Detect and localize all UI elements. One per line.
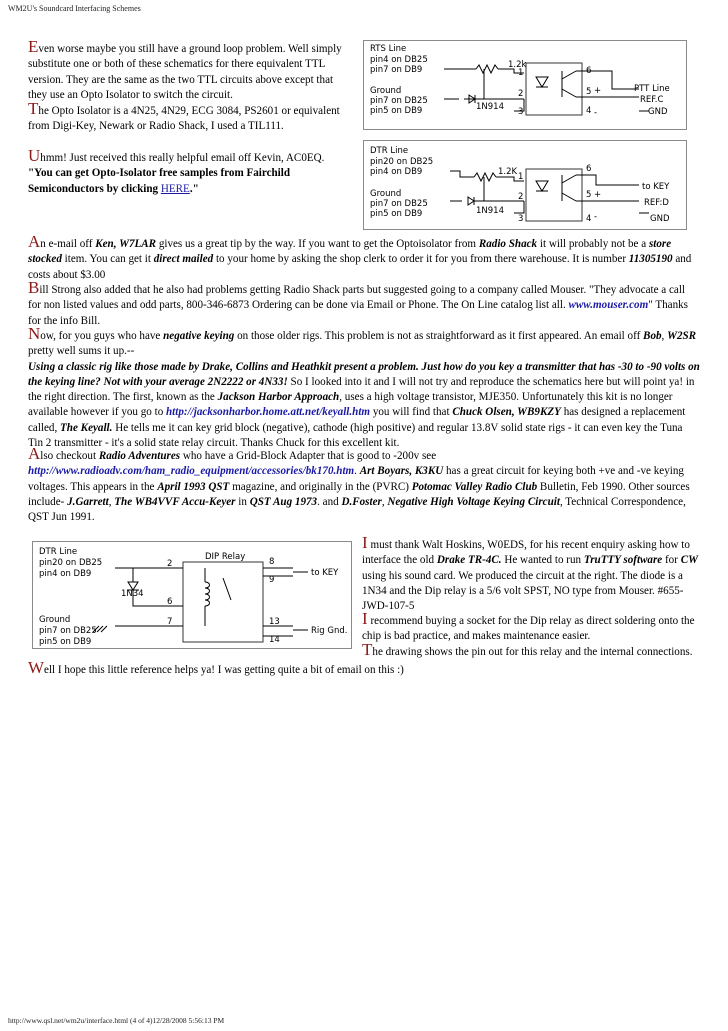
pin-label: 2 (518, 192, 524, 202)
schematic-label: pin4 on DB9 (370, 167, 423, 177)
page-footer: http://www.qsl.net/wm2u/interface.html (4 of 4)12/28/2008 5:56:13 PM (8, 1016, 225, 1025)
optocoupler-box (526, 63, 582, 115)
polarity-plus: + (594, 86, 602, 96)
pin-label: 5 (586, 87, 592, 97)
drop-cap: B (28, 278, 40, 297)
text-run: He wanted to run (501, 554, 584, 567)
radio-shack-text: Radio Shack (478, 238, 538, 250)
output-label: PTT Line (634, 84, 670, 94)
text-run: ill Strong also added that he also had problems getting Radio Shack parts but suggested going to a company called Mouser. "They advocate a call for non listed values and odd parts, 800-346-6873 Ordering can be done via Email or Phone. The On Line catalog list all. (28, 284, 685, 312)
schematic-dip-relay (32, 541, 352, 649)
paragraph-text: recommend buying a socket for the Dip relay as direct soldering onto the chip is bad practice, and makes maintenance easier. (362, 615, 695, 643)
relay-package (183, 562, 263, 642)
schematic-label: pin7 on DB25 (370, 96, 428, 106)
text-run: on those older rigs. This problem is not as straightforward as it first appeared. An email off (234, 330, 644, 342)
schematic-label: pin20 on DB25 (39, 558, 103, 568)
pin-label: 13 (269, 617, 280, 627)
drop-cap: U (28, 146, 41, 165)
text-run: and costs about $3.00 (28, 253, 692, 281)
text-run: , (108, 495, 115, 508)
schematic-label: Ground (39, 615, 71, 625)
pin-label: 3 (518, 107, 524, 117)
qst-aug-text: QST Aug 1973 (249, 495, 318, 508)
direct-mailed-text: direct mailed (153, 253, 214, 266)
polarity-minus: - (594, 108, 598, 118)
paragraph-text: ven worse maybe you still have a ground loop problem. Well simply substitute one or both of these schematics for there equivalent TTL version. They are the same as the two TTL circuits above except that they use an Opto Isolator to switch the circuit. (28, 43, 342, 101)
text-run: lso checkout (40, 450, 99, 462)
diode-label: 1N34 (121, 589, 144, 599)
text-run: it will probably not be a (537, 238, 649, 250)
schematic-label: pin7 on DB25 (39, 626, 97, 636)
drop-cap: T (28, 99, 39, 118)
text-run: gives us a great tip by the way. If you want to get the Optoisolator from (156, 238, 479, 250)
schematic-label: Ground (370, 86, 402, 96)
radioadv-url[interactable]: http://www.radioadv.com/ham_radio_equipment/accessories/bk170.htm (28, 465, 355, 478)
paragraph-negative-keying (28, 324, 700, 451)
text-run: using his sound card. We produced the circuit at the right. The diode is a 1N34 and the Dip relay is a 5/6 volt SPST, NO type from Mouser. #655-JWD-107-5 (362, 569, 684, 613)
pin-label: 9 (269, 575, 275, 585)
schematic-label: pin5 on DB9 (370, 209, 423, 219)
drop-cap: N (28, 324, 41, 343)
schematic-label: pin4 on DB25 (370, 55, 428, 65)
pvrc-text: Potomac Valley Radio Club (411, 480, 538, 493)
schematic-label: pin5 on DB9 (39, 637, 92, 647)
paragraph-socket (362, 609, 702, 645)
quote-text: Using a classic rig like those made by Drake, Collins and Heathkit present a problem. Just how do you key a transmitter that has -30 to -90 volts on the keying line? Not with your average 2N2222 or 4N33! (28, 360, 700, 388)
trutty-text: TruTTY software (583, 554, 663, 567)
mouser-url[interactable]: www.mouser.com (568, 299, 649, 312)
accu-keyer-text: The WB4VVF Accu-Keyer (114, 495, 236, 508)
text-run: magazine, and originally in the (PVRC) (229, 480, 412, 493)
text-run: n e-mail off (40, 238, 96, 250)
cw-text: CW (680, 554, 698, 567)
text-run: . and (317, 495, 342, 508)
name-bob: Bob (643, 330, 662, 342)
pin-label: 5 (586, 190, 592, 200)
text-run: for (662, 554, 681, 567)
quote-end: ." (189, 182, 199, 195)
diode-symbol (468, 197, 474, 205)
schematic-label: pin4 on DB9 (39, 569, 92, 579)
led-symbol (536, 77, 548, 87)
resistor-value: 1.2k (508, 60, 527, 70)
nhv-circuit-text: Negative High Voltage Keying Circuit (387, 495, 560, 508)
pin-label: 6 (586, 164, 592, 174)
paragraph-text: ell I hope this little reference helps ya! I was getting quite a bit of email on this :) (44, 664, 404, 676)
resistor-value: 1.2K (498, 167, 518, 177)
paragraph-drawing (362, 640, 702, 660)
ground-symbol (93, 626, 151, 632)
drop-cap: E (28, 37, 39, 56)
paragraph-closing (28, 658, 700, 678)
text-run: in (235, 495, 250, 508)
relay-contact (205, 568, 231, 626)
drop-cap: T (362, 640, 373, 659)
name-chuck: Chuck Olsen, WB9KZY (452, 406, 561, 419)
schematic-rts-opto (363, 40, 687, 130)
schematic-dtr-opto (363, 140, 687, 230)
drop-cap: W (28, 658, 45, 677)
text-run: , uses a high voltage transistor, MJE350. Unfortunately this kit is no longer available however if you go to (28, 391, 673, 419)
paragraph-walt-hoskins (362, 533, 702, 614)
text-run: He tells me it can key grid block (negative), cathode (high positive) and regular 13.8V solid state rigs - it can even key the Tuna Tin 2 transmitter - it's a solid state relay circuit. Thanks Chuck for this excellent kit. (28, 421, 683, 450)
part-number: 11305190 (628, 253, 673, 266)
pin-label: 2 (167, 559, 173, 569)
here-link[interactable]: HERE (160, 182, 190, 195)
polarity-minus: - (594, 212, 598, 222)
text-run: Bulletin, Feb 1990. Other sources include- (28, 480, 690, 508)
diode-label: 1N914 (476, 102, 504, 112)
pin-label: 3 (518, 214, 524, 224)
text-run: , (661, 330, 668, 342)
output-label: to KEY (642, 182, 670, 192)
schematic-wiring (444, 63, 649, 115)
pin-label: 1 (518, 172, 524, 182)
schematic-label: pin20 on DB25 (370, 157, 434, 167)
pin-label: 14 (269, 635, 280, 645)
drop-cap: A (28, 232, 41, 251)
paragraph-ken-w7lar (28, 232, 700, 283)
callsign-w2sr: W2SR (667, 330, 697, 342)
resistor-symbol (476, 65, 498, 73)
drop-cap: I (362, 609, 368, 628)
qst-april-text: April 1993 QST (157, 480, 230, 493)
paragraph-ground-loop (28, 37, 350, 103)
paragraph-bill-strong (28, 278, 700, 329)
paragraph-radio-adventures (28, 444, 700, 525)
output-label: GND (650, 214, 670, 224)
text-run: must thank Walt Hoskins, W0EDS, for his recent enquiry asking how to interface the old (362, 539, 690, 567)
schematic-wiring (93, 562, 308, 642)
output-label: GND (648, 107, 668, 117)
pin-label: 6 (586, 66, 592, 76)
text-run: who have a Grid-Block Adapter that is good to -200v see (180, 450, 437, 462)
text-run: item. You can get it (61, 253, 154, 266)
pin-label: 8 (269, 557, 275, 567)
text-run: , Technical Correspondence, QST Jun 1991. (28, 495, 686, 524)
output-label: to KEY (311, 568, 339, 578)
output-label: REF.C (640, 95, 664, 105)
fairchild-quote: "You can get Opto-Isolator free samples from Fairchild Semiconductors by clicking (28, 167, 291, 195)
polarity-plus: + (594, 190, 602, 200)
text-run: ow, for you guys who have (40, 330, 164, 342)
diode-symbol (115, 568, 151, 606)
drake-text: Drake TR-4C. (436, 554, 502, 567)
relay-label: DIP Relay (205, 552, 246, 562)
text-run: you will find that (370, 406, 453, 419)
text-run: . (354, 465, 360, 478)
text-run: has designed a replacement called, (28, 406, 686, 434)
paragraph-text: he Opto Isolator is a 4N25, 4N29, ECG 3084, PS2601 or equivalent from Digi-Key, Newark or Radio Shack, I used a TIL111. (28, 105, 340, 133)
paragraph-text: he drawing shows the pin out for this relay and the internal connections. (372, 646, 693, 658)
name-art: Art Boyars, K3KU (359, 465, 444, 478)
page-header: WM2U's Soundcard Interfacing Schemes (8, 4, 141, 13)
text-run: , (381, 495, 388, 508)
name-garrett: J.Garrett (67, 495, 109, 508)
text-run: So I looked into it and I will not try and reproduce the schematics here but will point ya! in the right direction. The first, known as the (28, 375, 695, 404)
schematic-label: pin5 on DB9 (370, 106, 423, 116)
paragraph-kevin-email (28, 146, 350, 197)
name-ken: Ken, W7LAR (95, 238, 157, 250)
schematic-title: DTR Line (39, 547, 78, 557)
schematic-title: RTS Line (370, 44, 407, 54)
relay-coil-symbol (205, 582, 210, 606)
transistor-symbol (562, 71, 576, 97)
resistor-symbol (474, 173, 496, 181)
schematic-title: DTR Line (370, 146, 409, 156)
pin-label: 1 (518, 68, 524, 78)
diode-label: 1N914 (476, 206, 504, 216)
text-run: " Thanks for the info Bill. (28, 299, 688, 327)
keyall-text: The Keyall. (60, 421, 113, 434)
paragraph-text: hmm! Just received this really helpful email off Kevin, AC0EQ. (40, 152, 325, 164)
schematic-label: Ground (370, 189, 402, 199)
text-run: has a great circuit for keying both +ve and -ve keying voltages. This appears in the (28, 465, 684, 493)
schematic-label: pin7 on DB9 (370, 65, 423, 75)
name-foster: D.Foster (341, 495, 382, 508)
text-run: to your home by asking the shop clerk to order it for you from there warehouse. It is number (213, 253, 629, 266)
output-label: REF:D (644, 198, 669, 208)
pin-label: 4 (586, 214, 592, 224)
jackson-harbor-url[interactable]: http://jacksonharbor.home.att.net/keyall.htm (166, 406, 371, 419)
paragraph-opto-isolator (28, 99, 350, 135)
pin-label: 6 (167, 597, 173, 607)
negative-keying-text: negative keying (163, 330, 235, 342)
pin-label: 4 (586, 106, 592, 116)
text-run: pretty well sums it up.-- (28, 345, 135, 358)
radio-adventures-text: Radio Adventures (98, 450, 181, 462)
schematic-label: pin7 on DB25 (370, 199, 428, 209)
pin-label: 2 (518, 89, 524, 99)
led-symbol (536, 181, 548, 191)
drop-cap: I (362, 533, 368, 552)
output-label: Rig Gnd. (311, 626, 348, 636)
drop-cap: A (28, 444, 41, 463)
store-stocked-text: store stocked (28, 238, 672, 266)
transistor-symbol (562, 175, 576, 201)
jackson-harbor-text: Jackson Harbor Approach (217, 391, 340, 404)
pin-label: 7 (167, 617, 173, 627)
